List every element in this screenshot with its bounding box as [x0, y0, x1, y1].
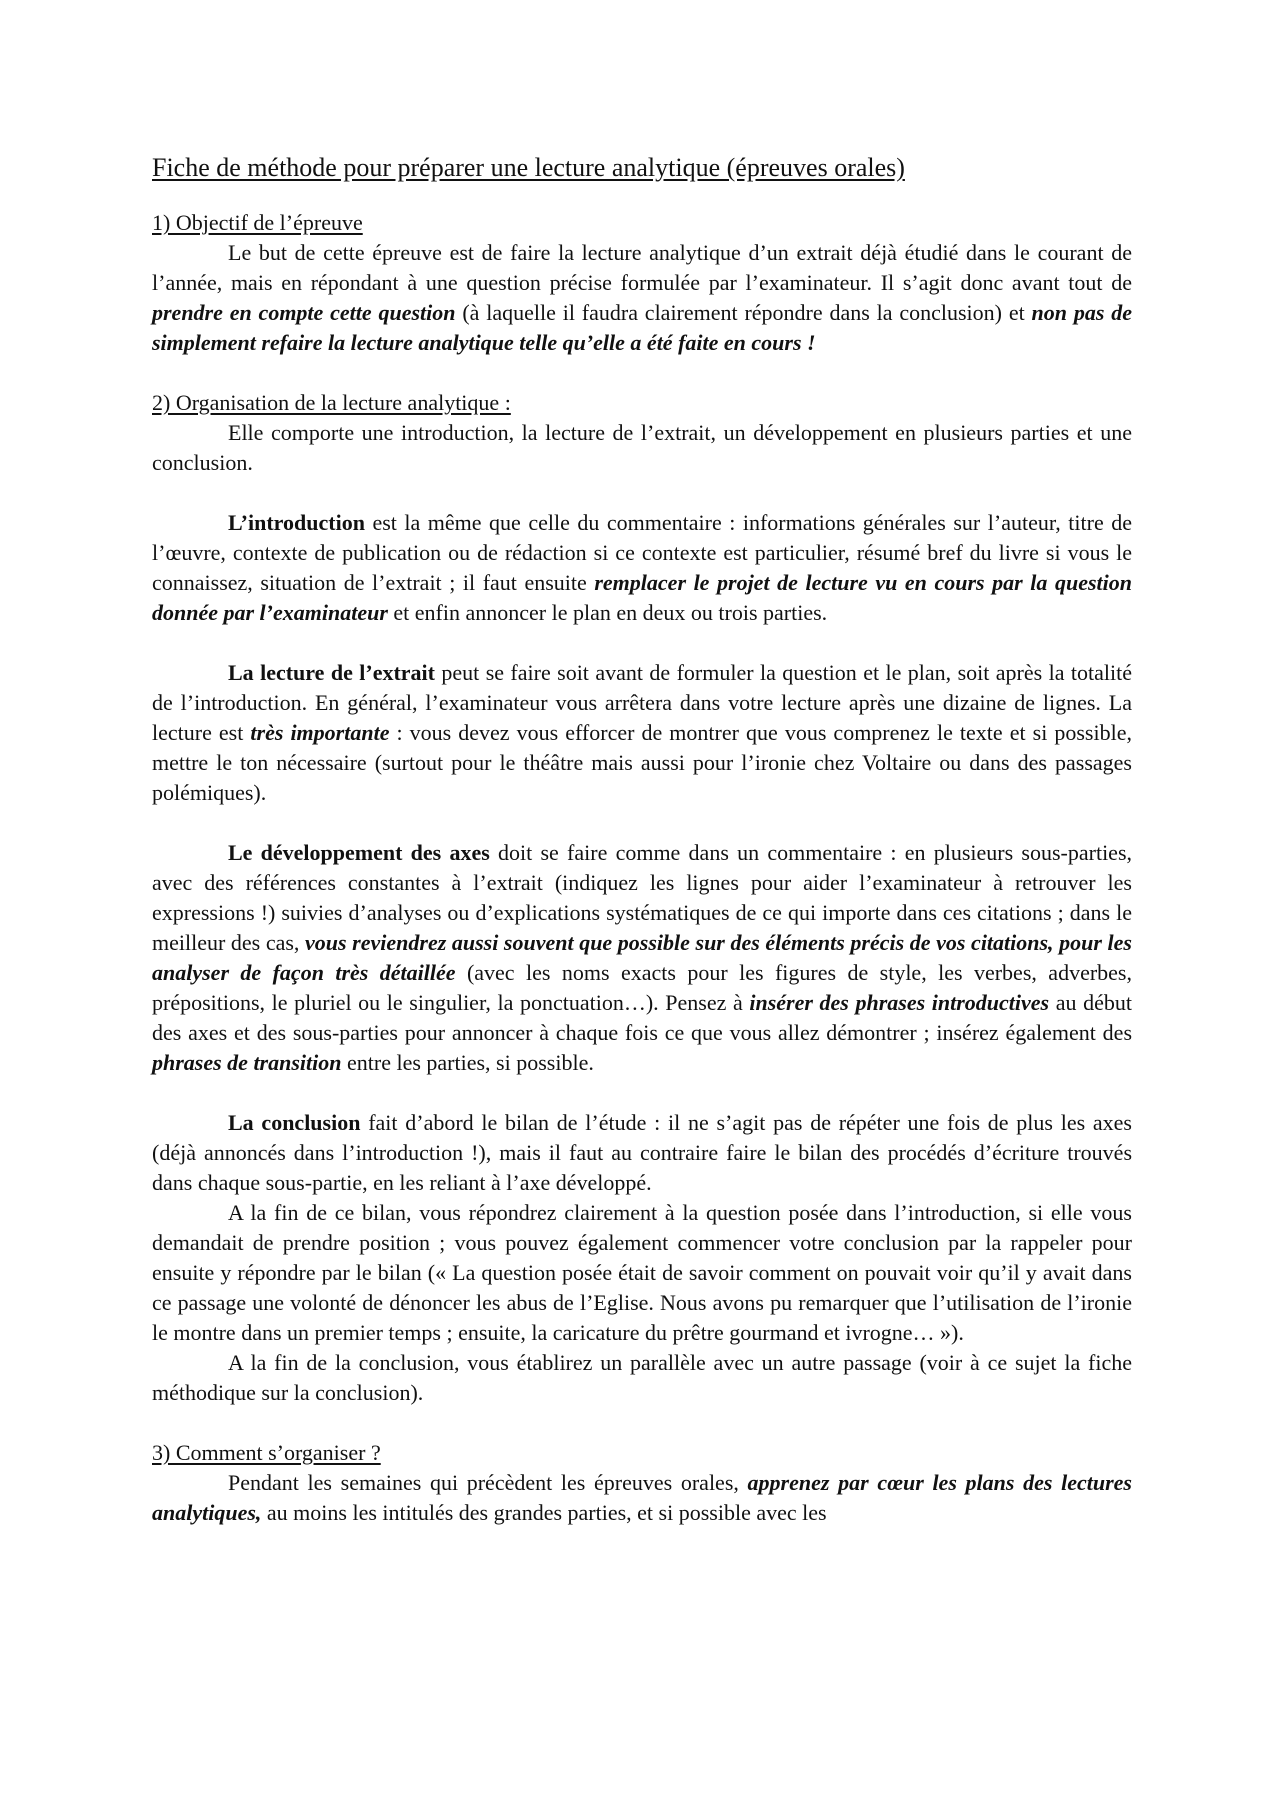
text-run: doit se faire comme dans un commentaire : en plusieurs sous-parties, avec des références constantes à l’extrait (indiquez les lignes pour aider l’examinateur à retrouver les expressions !) suivies d’analyses ou d’explications systématiques de ce qui importe dans ces citations ; dans le meilleur des cas, [152, 840, 1133, 955]
emphasis-text: non pas de simplement refaire la lecture analytique telle qu’elle a été faite en cours ! [152, 300, 1132, 355]
text-run: au début des axes et des sous-parties pour annoncer à chaque fois ce que vous allez démontrer ; insérez également des [152, 990, 1132, 1045]
paragraph-label: L’introduction [228, 510, 365, 535]
paragraph-introduction [152, 508, 1132, 628]
paragraph-lecture [152, 658, 1132, 808]
emphasis-text: apprenez par cœur les plans des lectures analytiques, [152, 1470, 1132, 1525]
paragraph-organisation: Elle comporte une introduction, la lecture de l’extrait, un développement en plusieurs parties et une conclusion. [152, 420, 1132, 475]
spacer [152, 358, 1132, 388]
emphasis-text: insérer des phrases introductives [749, 990, 1050, 1015]
spacer [152, 1078, 1132, 1108]
emphasis-text: très importante [250, 720, 390, 745]
spacer [152, 1408, 1132, 1438]
paragraph-developpement [152, 838, 1132, 1078]
paragraph-label: La conclusion [228, 1110, 361, 1135]
spacer [152, 808, 1132, 838]
text-run: Le but de cette épreuve est de faire la lecture analytique d’un extrait déjà étudié dans le courant de l’année, mais en répondant à une question précise formulée par l’examinateur. Il s’agit donc avant tout de [152, 240, 1132, 295]
paragraph-label: La lecture de l’extrait [228, 660, 435, 685]
text-run: et enfin annoncer le plan en deux ou trois parties. [387, 600, 828, 625]
text-run: : vous devez vous efforcer de montrer que vous comprenez le texte et si possible, mettre le ton nécessaire (surtout pour le théâtre mais aussi pour l’ironie chez Voltaire ou dans des passages polémiques). [152, 720, 1132, 805]
text-run: peut se faire soit avant de formuler la question et le plan, soit après la totalité de l’introduction. En général, l’examinateur vous arrêtera dans votre lecture après une dizaine de lignes. La lecture est [152, 660, 1132, 745]
emphasis-text: remplacer le projet de lecture vu en cours par la question donnée par l’examinateur [152, 570, 1132, 625]
document-page [152, 150, 1132, 1528]
spacer [152, 628, 1132, 658]
paragraph-organiser [152, 1468, 1132, 1528]
paragraph-conclusion [152, 1108, 1132, 1198]
page-title: Fiche de méthode pour préparer une lecture analytique (épreuves orales) [152, 153, 905, 182]
emphasis-text: vous reviendrez aussi souvent que possible sur des éléments précis de vos citations, pour les analyser de façon très détaillée [152, 930, 1132, 985]
section-heading-organisation: 2) Organisation de la lecture analytique : [152, 390, 511, 415]
text-run: entre les parties, si possible. [341, 1050, 594, 1075]
text-run: au moins les intitulés des grandes parties, et si possible avec les [261, 1500, 827, 1525]
spacer [152, 478, 1132, 508]
text-run: fait d’abord le bilan de l’étude : il ne s’agit pas de répéter une fois de plus les axes (déjà annoncés dans l’introduction !), mais il faut au contraire faire le bilan des procédés d’écriture trouvés dans chaque sous-partie, en les reliant à l’axe développé. [152, 1110, 1132, 1195]
text-run: (à laquelle il faudra clairement répondre dans la conclusion) et [455, 300, 1032, 325]
paragraph-conclusion-parallele: A la fin de la conclusion, vous établirez un parallèle avec un autre passage (voir à ce sujet la fiche méthodique sur la conclusion). [152, 1350, 1132, 1405]
section-heading-organiser: 3) Comment s’organiser ? [152, 1440, 381, 1465]
paragraph-objectif [152, 238, 1132, 358]
emphasis-text: phrases de transition [152, 1050, 342, 1075]
emphasis-text: prendre en compte cette question [152, 300, 456, 325]
paragraph-label: Le développement des axes [228, 840, 490, 865]
text-run: est la même que celle du commentaire : informations générales sur l’auteur, titre de l’œuvre, contexte de publication ou de rédaction si ce contexte est particulier, résumé bref du livre si vous le connaissez, situation de l’extrait ; il faut ensuite [152, 510, 1132, 595]
text-run: Pendant les semaines qui précèdent les épreuves orales, [228, 1470, 748, 1495]
section-heading-objectif: 1) Objectif de l’épreuve [152, 210, 363, 235]
paragraph-conclusion-bilan: A la fin de ce bilan, vous répondrez clairement à la question posée dans l’introduction, si elle vous demandait de prendre position ; vous pouvez également commencer votre conclusion par la rappeler pour ensuite y répondre par le bilan (« La question posée était de savoir comment on pouvait voir qu’il y avait dans ce passage une volonté de dénoncer les abus de l’Eglise. Nous avons pu remarquer que l’utilisation de l’ironie le montre dans un premier temps ; ensuite, la caricature du prêtre gourmand et ivrogne… »). [152, 1200, 1132, 1345]
text-run: (avec les noms exacts pour les figures de style, les verbes, adverbes, prépositions, le pluriel ou le singulier, la ponctuation…). Pensez à [152, 960, 1132, 1015]
